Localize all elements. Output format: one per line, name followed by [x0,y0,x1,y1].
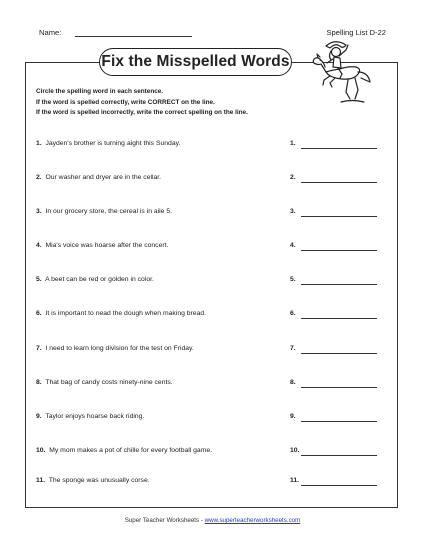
instructions [36,87,248,119]
answer-line[interactable] [301,182,377,183]
spelling-list-label: Spelling List D-22 [326,28,386,37]
question-number: 1. [36,140,42,147]
instruction-line: Circle the spelling word in each sentence. [36,88,164,95]
question-number: 4. [36,242,42,249]
answer-line[interactable] [301,353,377,354]
answer-number: 11. [290,477,300,484]
answer-number: 4. [290,242,296,249]
question-row [36,310,386,322]
title-banner [99,48,292,76]
answer-line[interactable] [301,387,377,388]
question-number: 5. [36,276,42,283]
answer-line[interactable] [301,455,377,456]
question-number: 2. [36,174,42,181]
footer-link[interactable]: www.superteacherworksheets.com [204,517,301,524]
question-sentence[interactable]: My mom makes a pot of chille for every football game. [49,447,213,454]
answer-number: 10. [290,447,300,454]
question-row [36,379,386,391]
question-row [36,276,386,288]
answer-line[interactable] [301,148,377,149]
footer [0,517,425,524]
question-number: 11. [36,477,46,484]
question-sentence[interactable]: It is important to nead the dough when making bread. [45,310,207,317]
name-blank-line[interactable] [75,36,192,37]
question-sentence[interactable]: In our grocery store, the cereal is in aile 5. [45,208,173,215]
answer-line[interactable] [301,421,377,422]
question-number: 3. [36,208,42,215]
answer-number: 3. [290,208,296,215]
answer-number: 6. [290,310,296,317]
answer-number: 7. [290,345,296,352]
page-title: Fix the Misspelled Words [101,53,290,70]
question-sentence[interactable]: A beet can be red or golden in color. [45,276,154,283]
question-number: 9. [36,413,42,420]
answer-number: 9. [290,413,296,420]
question-sentence[interactable]: Jayden's brother is turning aight this Sunday. [45,140,181,147]
question-row [36,413,386,425]
instruction-line: If the word is spelled correctly, write CORRECT on the line. [36,98,215,106]
answer-line[interactable] [301,485,377,486]
answer-line[interactable] [301,216,377,217]
question-number: 7. [36,345,42,352]
answer-number: 5. [290,276,296,283]
question-number: 10. [36,447,46,454]
question-row [36,447,386,459]
answer-line[interactable] [301,250,377,251]
question-sentence[interactable]: That bag of candy costs ninety-nine cents. [45,379,173,386]
question-row [36,242,386,254]
footer-brand: Super Teacher Worksheets [124,517,200,524]
question-row [36,140,386,152]
question-sentence[interactable]: I need to learn long division for the test on Friday. [45,345,194,352]
instruction-line: If the word is spelled incorrectly, write the correct spelling on the line. [36,109,248,117]
question-sentence[interactable]: Taylor enjoys hoarse back riding. [45,413,145,420]
question-number: 6. [36,310,42,317]
question-sentence[interactable]: The sponge was unusually corse. [48,477,150,484]
footer-separator: - [200,517,203,524]
question-number: 8. [36,379,42,386]
question-row [36,208,386,220]
question-sentence[interactable]: Our washer and dryer are in the cellar. [45,174,162,181]
name-label: Name: [39,28,62,37]
question-row [36,174,386,186]
answer-number: 8. [290,379,296,386]
answer-number: 2. [290,174,296,181]
question-row [36,477,386,489]
answer-line[interactable] [301,318,377,319]
question-row [36,345,386,357]
cowgirl-on-rearing-horse-icon [308,36,378,108]
answer-line[interactable] [301,284,377,285]
answer-number: 1. [290,140,296,147]
question-sentence[interactable]: Mia's voice was hoarse after the concert. [45,242,169,249]
